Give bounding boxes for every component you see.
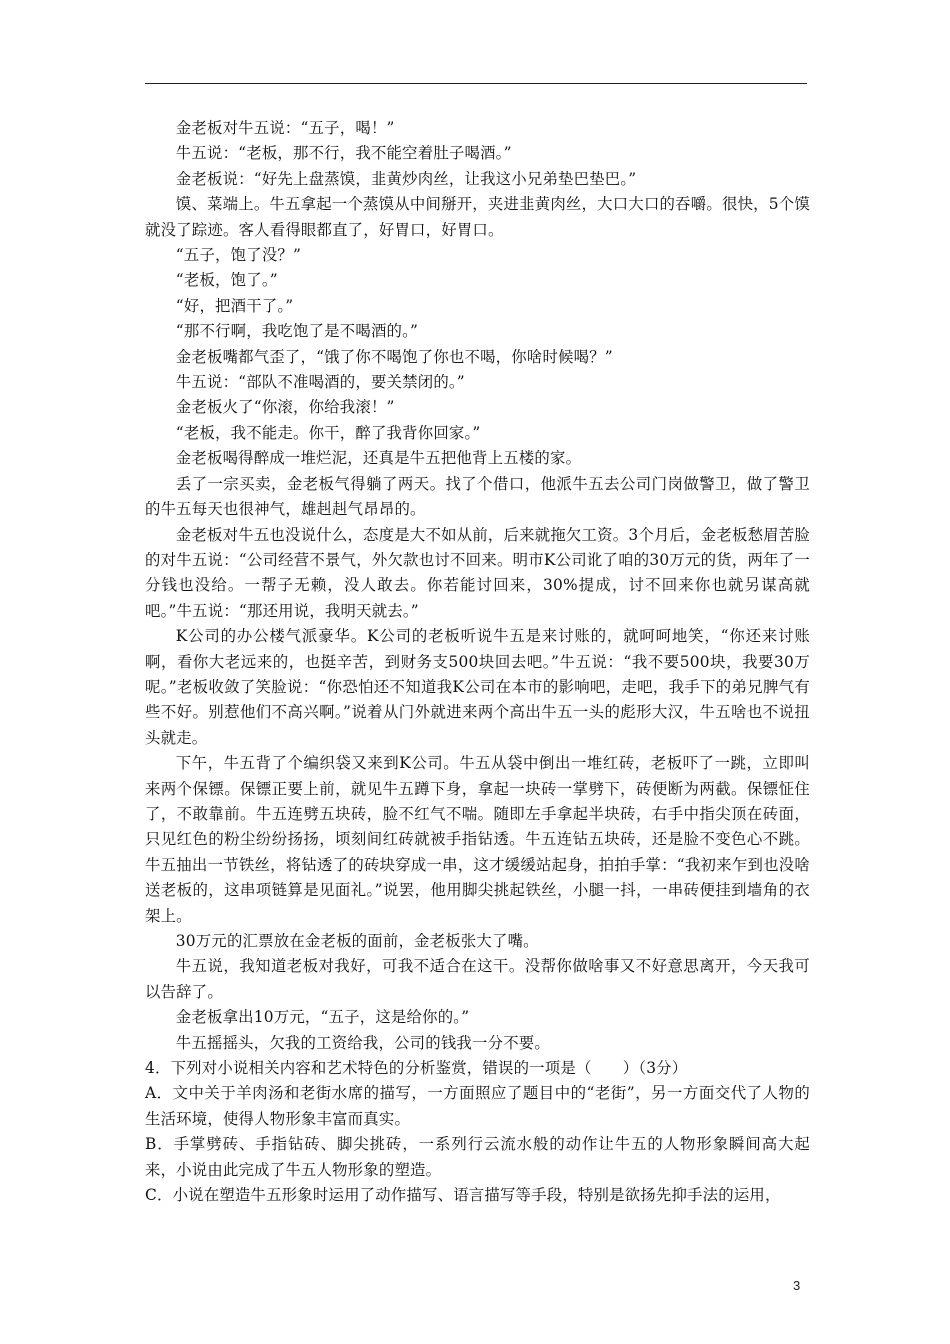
paragraph: 牛五说，我知道老板对我好，可我不适合在这干。没帮你做啥事又不好意思离开，今天我可以告辞了。 [145, 957, 810, 1001]
paragraph: 金老板拿出10万元，“五子，这是给你的。” [175, 1008, 470, 1027]
paragraph: 金老板对牛五也没说什么，态度是大不如从前，后来就拖欠工资。3个月后，金老板愁眉苦脸的对牛五说：“公司经营不景气，外欠款也讨不回来。明市K公司讹了咱的30万元的货，两年了一分钱也没给。一帮子无赖，没人敢去。你若能讨回来，30%提成，讨不回来你也就另谋高就吧。”牛五说：“那还用说，我明天就去。” [145, 525, 810, 620]
question-stem: 4．下列对小说相关内容和艺术特色的分析鉴赏，错误的一项是（ ）（3分） [145, 1059, 688, 1078]
paragraph: “那不行啊，我吃饱了是不喝酒的。” [175, 322, 419, 341]
paragraph: 丢了一宗买卖，金老板气得躺了两天。找了个借口，他派牛五去公司门岗做警卫，做了警卫的牛五每天也很神气，雄赳赳气昂昂的。 [145, 474, 810, 519]
question-option-b: B．手掌劈砖、手指钻砖、脚尖挑砖，一系列行云流水般的动作让牛五的人物形象瞬间高大起来，小说由此完成了牛五人物形象的塑造。 [145, 1135, 810, 1179]
paragraph: “老板，我不能走。你干，醉了我背你回家。” [175, 423, 481, 442]
page-number: 3 [793, 1278, 801, 1293]
page-content [145, 116, 810, 1208]
paragraph: “好，把酒干了。” [175, 296, 294, 315]
paragraph: 金老板嘴都气歪了，“饿了你不喝饱了你也不喝，你啥时候喝？” [175, 347, 613, 366]
paragraph: 牛五说：“老板，那不行，我不能空着肚子喝酒。” [175, 144, 512, 163]
paragraph: K公司的办公楼气派豪华。K公司的老板听说牛五是来讨账的，就呵呵地笑，“你还来讨账啊，看你大老远来的，也挺辛苦，到财务支500块回去吧。”牛五说：“我不要500块，我要30万呢。”老板收敛了笑脸说：“你恐怕还不知道我K公司在本市的影响吧，走吧，我手下的弟兄脾气有些不好。别惹他们不高兴啊。”说着从门外就进来两个高出牛五一头的彪形大汉，牛五啥也不说扭头就走。 [145, 627, 810, 747]
question-option-c: C．小说在塑造牛五形象时运用了动作描写、语言描写等手段，特别是欲扬先抑手法的运用， [145, 1186, 781, 1205]
paragraph: 牛五摇摇头，欠我的工资给我，公司的钱我一分不要。 [175, 1033, 550, 1052]
paragraph: 金老板对牛五说：“五子，喝！” [175, 119, 395, 137]
paragraph: 金老板说：“好先上盘蒸馍，韭黄炒肉丝，让我这小兄弟垫巴垫巴。” [175, 169, 637, 188]
paragraph: 30万元的汇票放在金老板的面前，金老板张大了嘴。 [175, 932, 539, 950]
paragraph: 金老板喝得醉成一堆烂泥，还真是牛五把他背上五楼的家。 [175, 449, 582, 468]
paragraph: “五子，饱了没？” [175, 246, 302, 265]
paragraph: 馍、菜端上。牛五拿起一个蒸馍从中间掰开，夹进韭黄肉丝，大口大口的吞嚼。很快，5个馍就没了踪迹。客人看得眼都直了，好胃口，好胃口。 [145, 195, 810, 239]
paragraph: “老板，饱了。” [175, 271, 278, 290]
paragraph: 牛五说：“部队不准喝酒的，要关禁闭的。” [175, 373, 465, 392]
paragraph: 金老板火了“你滚，你给我滚！” [175, 398, 395, 417]
paragraph: 下午，牛五背了个编织袋又来到K公司。牛五从袋中倒出一堆红砖，老板吓了一跳，立即叫来两个保镖。保镖正要上前，就见牛五蹲下身，拿起一块砖一掌劈下，砖便断为两截。保镖怔住了，不敢靠前。牛五连劈五块砖，脸不红气不喘。随即左手拿起半块砖，右手中指尖顶在砖面，只见红色的粉尘纷纷扬扬，顷刻间红砖就被手指钻透。牛五连钻五块砖，还是脸不变色心不跳。牛五抽出一节铁丝，将钻透了的砖块穿成一串，这才缓缓站起身，拍拍手掌：“我初来乍到也没啥送老板的，这串项链算是见面礼。”说罢，他用脚尖挑起铁丝，小腿一抖，一串砖便挂到墙角的衣架上。 [145, 754, 810, 925]
question-option-a: A．文中关于羊肉汤和老街水席的描写，一方面照应了题目中的“老街”，另一方面交代了人物的生活环境，使得人物形象丰富而真实。 [145, 1084, 810, 1128]
header-rule [145, 83, 807, 84]
